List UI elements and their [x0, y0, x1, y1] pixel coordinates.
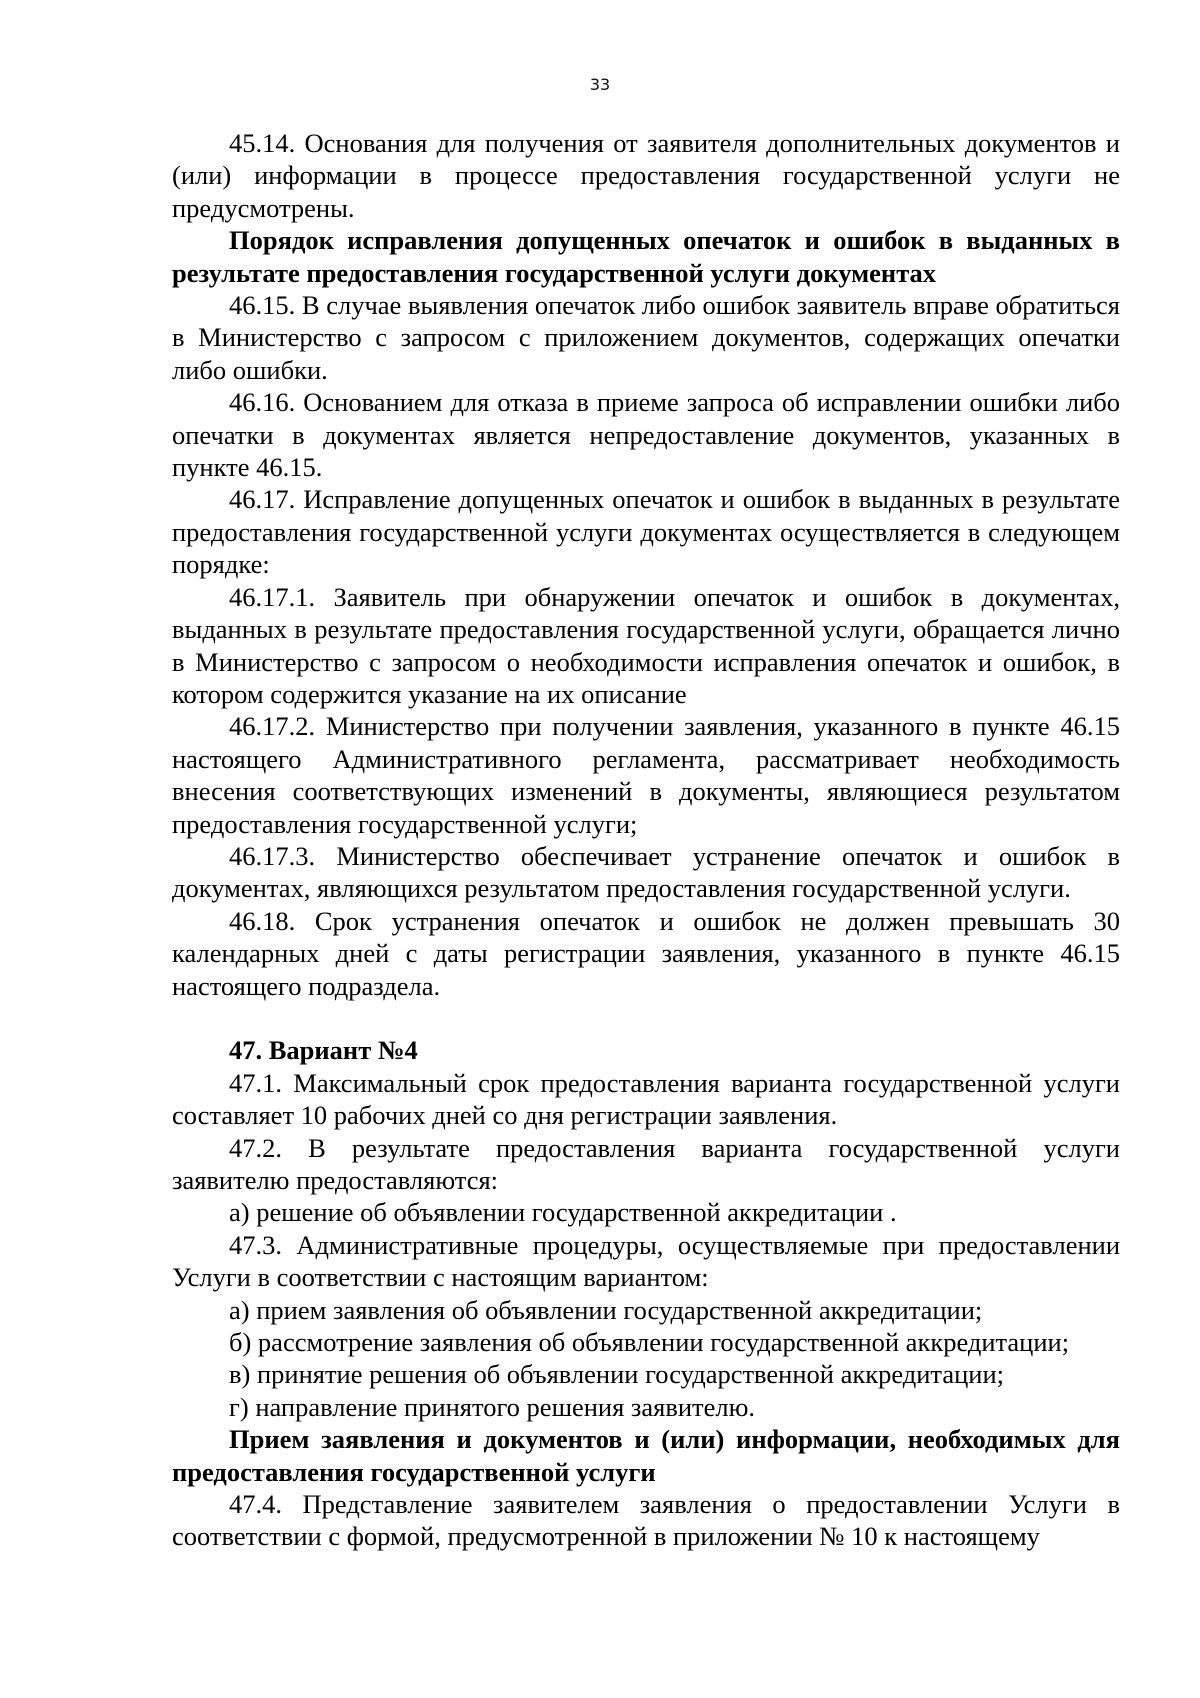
paragraph-45-14: 45.14. Основания для получения от заявителя дополнительных документов и (или) информации в процессе предоставления государственной услуги не предусмотрены.: [172, 128, 1120, 223]
list-item-b-review: б) рассмотрение заявления об объявлении государственной аккредитации;: [229, 1327, 1070, 1358]
paragraph-46-16: 46.16. Основанием для отказа в приеме запроса об исправлении ошибки либо опечатки в документах является непредоставление документов, указанных в пункте 46.15.: [172, 387, 1120, 483]
paragraph-46-17-1: 46.17.1. Заявитель при обнаружении опечаток и ошибок в документах, выданных в результате предоставления государственной услуги, обращается лично в Министерство с запросом о необходимости исправления опечаток и ошибок, в котором содержится указание на их описание: [172, 581, 1120, 709]
paragraph-47-1: 47.1. Максимальный срок предоставления варианта государственной услуги составляет 10 рабочих дней со дня регистрации заявления.: [172, 1067, 1120, 1131]
section-heading-reception: Прием заявления и документов и (или) информации, необходимых для предоставления государственной услуги: [172, 1424, 1120, 1487]
list-item-a-reception: а) прием заявления об объявлении государственной аккредитации;: [229, 1294, 983, 1325]
page-number: 33: [589, 75, 611, 94]
list-item-g-sending: г) направление принятого решения заявителю.: [229, 1391, 756, 1422]
paragraph-47-2: 47.2. В результате предоставления варианта государственной услуги заявителю предоставляются:: [172, 1132, 1120, 1195]
variant-heading: 47. Вариант №4: [229, 1035, 418, 1066]
list-item-v-decision: в) принятие решения об объявлении государственной аккредитации;: [229, 1359, 1004, 1390]
paragraph-46-18: 46.18. Срок устранения опечаток и ошибок не должен превышать 30 календарных дней с даты регистрации заявления, указанного в пункте 46.15 настоящего подраздела.: [172, 905, 1120, 1001]
paragraph-46-15: 46.15. В случае выявления опечаток либо ошибок заявитель вправе обратиться в Министерство с запросом с приложением документов, содержащих опечатки либо ошибки.: [172, 290, 1120, 385]
section-heading-corrections: Порядок исправления допущенных опечаток и ошибок в выданных в результате предоставления государственной услуги документах: [172, 225, 1120, 288]
paragraph-46-17-3: 46.17.3. Министерство обеспечивает устранение опечаток и ошибок в документах, являющихся результатом предоставления государственной услуги.: [172, 840, 1120, 904]
paragraph-47-3: 47.3. Административные процедуры, осуществляемые при предоставлении Услуги в соответствии с настоящим вариантом:: [172, 1229, 1120, 1293]
paragraph-47-4: 47.4. Представление заявителем заявления о предоставлении Услуги в соответствии с формой, предусмотренной в приложении № 10 к настоящему: [172, 1489, 1120, 1552]
document-body: [172, 127, 1120, 1553]
paragraph-46-17: 46.17. Исправление допущенных опечаток и ошибок в выданных в результате предоставления государственной услуги документах осуществляется в следующем порядке:: [172, 484, 1120, 580]
paragraph-46-17-2: 46.17.2. Министерство при получении заявления, указанного в пункте 46.15 настоящего Административного регламента, рассматривает необходимость внесения соответствующих изменений в документы, являющиеся результатом предоставления государственной услуги;: [172, 711, 1120, 839]
list-item-a-decision: а) решение об объявлении государственной аккредитации .: [229, 1197, 897, 1228]
blank-line: [172, 1002, 1120, 1034]
